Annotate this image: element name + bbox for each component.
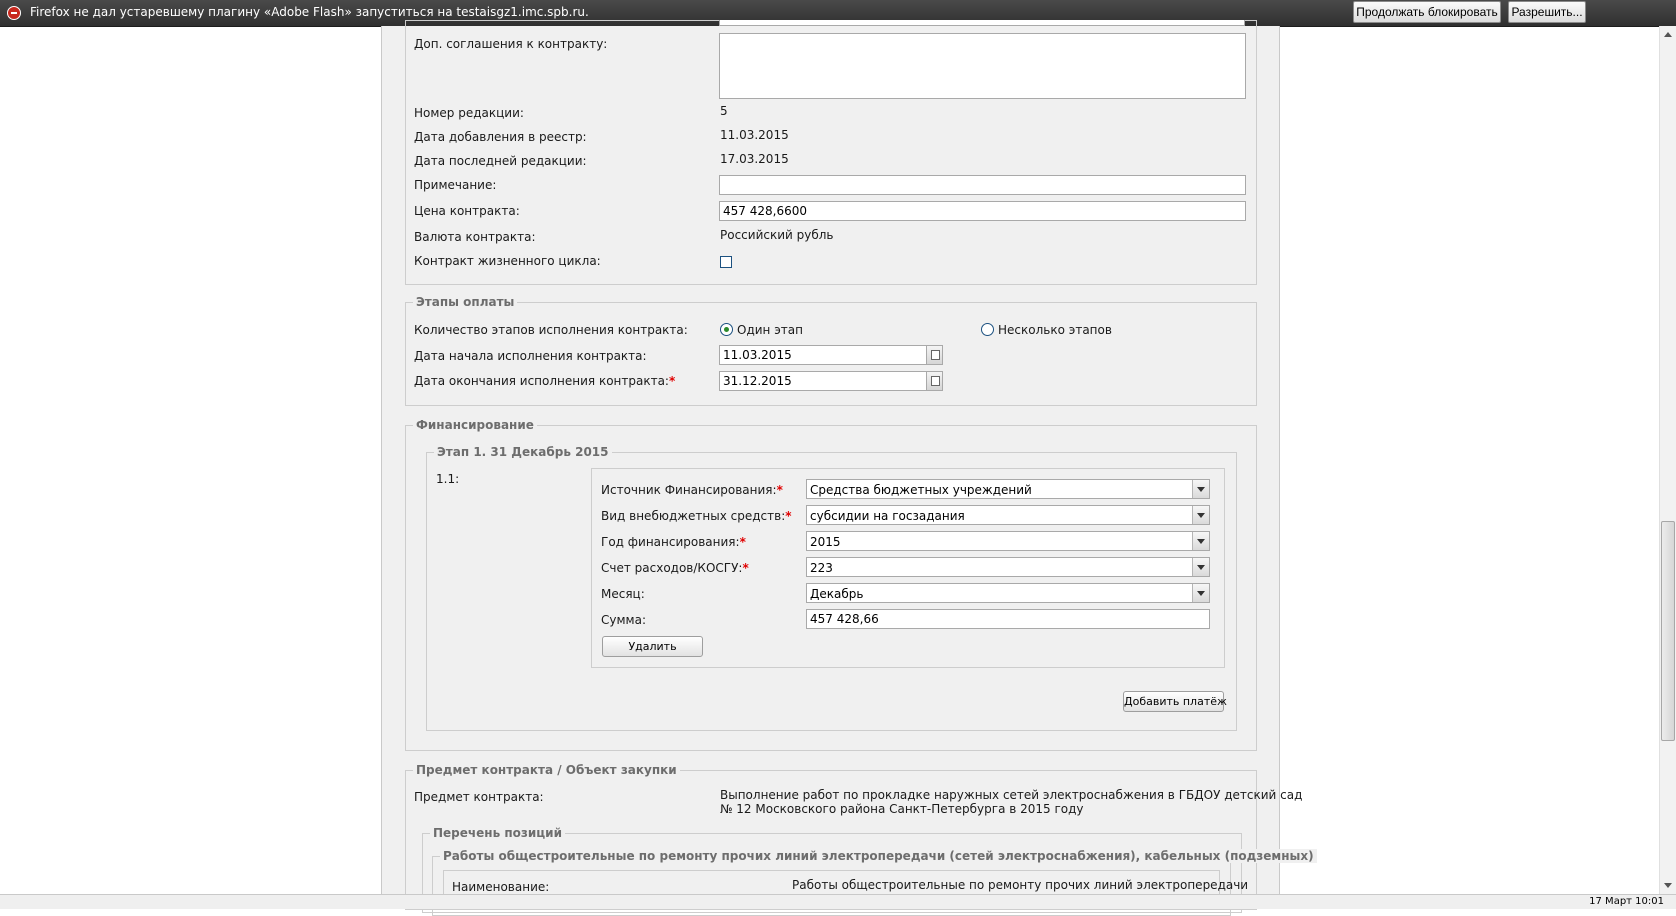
kosgu-select[interactable] [806,557,1210,577]
end-date-picker [719,371,943,391]
position-name-label: Наименование: [452,880,550,894]
chevron-down-icon [1192,480,1209,498]
start-date-calendar-icon[interactable] [926,345,943,365]
required-asterisk: * [668,374,676,388]
chevron-down-icon [1192,584,1209,602]
contract-subject-line-2: № 12 Московского района Санкт-Петербурга в 2015 году [720,802,1084,816]
position-name-value: Работы общестроительные по ремонту прочих линий электропередачи [792,878,1249,892]
several-stages-label[interactable]: Несколько этапов [998,323,1112,337]
status-bar [0,894,1676,909]
contract-price-label: Цена контракта: [414,204,520,218]
required-asterisk: * [742,561,749,575]
chevron-down-icon [1192,506,1209,524]
note-label: Примечание: [414,178,497,192]
financing-item-number: 1.1: [436,472,460,486]
chevron-down-icon [1192,532,1209,550]
subject-legend: Предмет контракта / Объект закупки [413,763,680,777]
required-asterisk: * [739,535,746,549]
end-date-input[interactable] [719,371,927,391]
status-datetime: 17 Март 10:01 [1589,896,1664,907]
add-payment-button[interactable]: Добавить платёж [1123,691,1224,712]
funding-source-select[interactable] [806,479,1210,499]
contract-subject-label: Предмет контракта: [414,790,544,804]
several-stages-radio[interactable] [981,323,994,336]
one-stage-radio[interactable] [720,323,733,336]
extrabudget-type-value: субсидии на госзадания [810,509,965,523]
financing-legend: Финансирование [413,418,537,432]
prev-field-bottom [719,20,1245,26]
position-legend: Работы общестроительные по ремонту прочих линий электропередачи (сетей электроснабжения), кабельных (подземных) [440,849,1317,863]
funding-year-value: 2015 [810,535,841,549]
plugin-blocked-icon [7,6,21,20]
funding-source-value: Средства бюджетных учреждений [810,483,1032,497]
positions-list-legend: Перечень позиций [430,826,565,840]
required-asterisk: * [785,509,792,523]
start-date-picker [719,345,943,365]
end-date-label: Дата окончания исполнения контракта:* [414,374,676,388]
delete-button[interactable]: Удалить [602,636,703,657]
currency-label: Валюта контракта: [414,230,536,244]
funding-year-select[interactable] [806,531,1210,551]
contract-subject-line-1: Выполнение работ по прокладке наружных сетей электроснабжения в ГБДОУ детский сад [720,788,1303,802]
stages-count-label: Количество этапов исполнения контракта: [414,323,688,337]
funding-year-label: Год финансирования:* [601,535,746,549]
last-edit-date-label: Дата последней редакции: [414,154,587,168]
stage-1-legend: Этап 1. 31 Декабрь 2015 [434,445,612,459]
funding-source-label: Источник Финансирования:* [601,483,783,497]
sum-label: Сумма: [601,613,646,627]
kosgu-label: Счет расходов/КОСГУ:* [601,561,749,575]
month-select[interactable] [806,583,1210,603]
extrabudget-type-label: Вид внебюджетных средств:* [601,509,792,523]
one-stage-label[interactable]: Один этап [737,323,803,337]
required-asterisk: * [776,483,783,497]
start-date-input[interactable] [719,345,927,365]
payment-stages-legend: Этапы оплаты [413,295,517,309]
last-edit-date-value: 17.03.2015 [720,152,789,166]
kosgu-value: 223 [810,561,833,575]
month-value: Декабрь [810,587,864,601]
note-input[interactable] [719,175,1246,195]
date-added-label: Дата добавления в реестр: [414,130,587,144]
lifecycle-contract-label: Контракт жизненного цикла: [414,254,601,268]
additional-agreements-textarea[interactable] [719,33,1246,99]
extrabudget-type-select[interactable] [806,505,1210,525]
sum-input[interactable] [806,609,1210,629]
lifecycle-contract-checkbox[interactable] [720,256,732,268]
month-label: Месяц: [601,587,645,601]
scroll-up-arrow-icon[interactable] [1660,26,1676,43]
vertical-scrollbar[interactable] [1659,26,1676,894]
continue-blocking-button[interactable]: Продолжать блокировать [1353,1,1501,23]
end-date-calendar-icon[interactable] [926,371,943,391]
start-date-label: Дата начала исполнения контракта: [414,349,647,363]
scroll-down-arrow-icon[interactable] [1660,877,1676,894]
date-added-value: 11.03.2015 [720,128,789,142]
chevron-down-icon [1192,558,1209,576]
currency-value: Российский рубль [720,228,834,242]
allow-plugin-button[interactable]: Разрешить... [1508,1,1586,23]
edition-number-label: Номер редакции: [414,106,524,120]
contract-price-input[interactable] [719,201,1246,221]
notification-text: Firefox не дал устаревшему плагину «Adobe Flash» запуститься на testaisgz1.imc.spb.ru. [30,5,589,19]
scrollbar-thumb[interactable] [1661,521,1675,741]
edition-number-value: 5 [720,104,728,118]
additional-agreements-label: Доп. соглашения к контракту: [414,37,608,51]
